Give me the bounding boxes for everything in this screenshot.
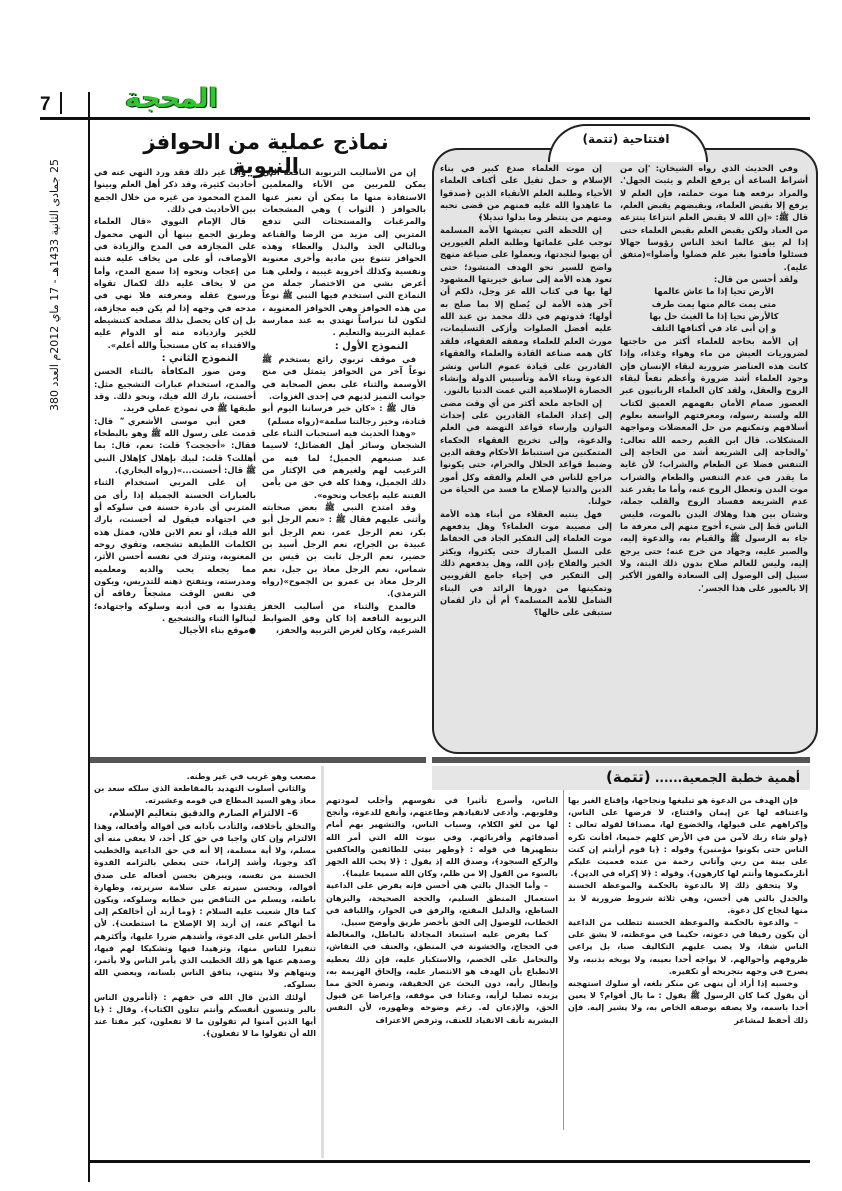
footer-rule (90, 1160, 810, 1163)
editorial-column-right (620, 162, 808, 594)
section-divider (432, 757, 810, 763)
page-number-divider (60, 92, 62, 114)
source-credit: ● موقع بناء الأجيال (94, 624, 256, 636)
paragraph: وأما غير ذلك فقد ورد النهي عنه في أحاديث كثيرة، وقد ذكر أهل العلم وبينوا المدح المحمود من غيره من خلال الجمع بين الأحاديث في ذلك. (94, 167, 256, 215)
paragraph: وحسبه إذا أراد أن ينهى عن منكر بلغه، أو سلوك استهجنه أن يقول كما كان الرسول ﷺ يقول : ما بال أقوام؟ لا يعين أحدا باسمه، ولا يصفه بوصفه الخاص به، ولا يشير إليه. فإن ذلك أحفظ لمشاعر (568, 978, 808, 1025)
editorial-column-left (440, 162, 612, 619)
paragraph: قال الإمام النووي «قال العلماء وطريق الجمع بينها أن النهي محمول على المجازفة في المدح والزيادة في الأوصاف، أو على من يخاف عليه فتنة من إعجاب ونحوه إذا سمع المدح، وأما من لا يخاف عليه ذلك لكمال تقواه ورسوخ عقله ومعرفته فلا نهي في مدحه في وجهه إذا لم يكن فيه مجازفة، بل إن كان يحصل بذلك مصلحة كتنشيطه للخير وازدياده منه أو الدوام عليه والاقتداء به كان مستحباً والله أعلم». (94, 216, 256, 350)
paragraph: وقد امتدح النبي ﷺ بعض صحابته وأثنى عليهم فقال ﷺ : «نعم الرجل أبو بكر، نعم الرجل عمر، نعم الرجل أبو عبيدة بن الجراح، نعم الرجل أسيد بن حضير، نعم الرجل ثابت بن قيس بن شماس، نعم الرجل معاذ بن جبل، نعم الرجل معاذ بن عمرو بن الجموح»(رواه الترمذي). (262, 501, 426, 599)
header-rule (40, 117, 810, 120)
paragraph: والتخلق بأخلاقه، والتأدب بآدابه في أقواله وأفعاله، وهذا الالتزام وإن كان واجبا في حق كل أحد، لا يعفى منه أي مسلم، ولا أية مسلمة، إلا أنه في حق الداعية والخطيب آكد وجوبا، وأشد إلزاما، حتى يعطي بالتزامه القدوة الحسنة من نفسه، ويبرهن بحسن أفعاله على صدق أقواله، وبحسن سيرته على سلامة سريرته، وطهارة باطنه، ويسلم من التناقض بين خطابه وسلوكه، ويكون كما قال شعيب عليه السلام : ﴿وما أريد أن أخالفكم إلى ما أنهاكم عنه، إن أريد إلا الإصلاح ما استطعت﴾. لأن أخطر الناس على الدعوة، وأشدهم ضررا عليها، وأكثرهم تنفيرا للناس منها، وتزهيدا فيها وتشكيكا لهم فيها، وصدهم عنها هو ذلك الخطيب الذي يأمر الناس ولا يأتمر، وينهاهم ولا ينتهي، ينافق الناس بلسانه، ويعصي الله بسلوكه. (94, 820, 316, 990)
paragraph: فإن الهدف من الدعوة هو تبليغها ونجاحها، وإقناع الغير بها واعتناقه لها عن إيمان واقتناع، لا فرضها على الناس، وإكراههم على قبولها، والخضوع لها، مصداقا لقوله تعالى :﴿ولو شاء ربك لآمن من في الأرض كلهم جميعا، أفأنت تكره الناس حتى يكونوا مؤمنين﴾ وقوله : ﴿يا قوم أرأيتم إن كنت على بينة من ربي وآتاني رحمة من عنده فعميت عليكم أنلزمكموها وأنتم لها كارهون﴾. وقوله : ﴿لا إكراه في الدين﴾. (568, 795, 808, 879)
margin-rule (88, 92, 90, 1182)
paragraph: فهل ينتبه العقلاء من أبناء هذه الأمة إلى مصيبة موت العلماء؟ وهل يدفعهم موت العلماء إلى التفكير الجاد في الحفاظ على النسل المبارك حتى يكثروا، ويكثر الخير والفلاح بإذن الله، وهل يدفعهم ذلك إلى التفكير في إحياء جامع القرويين وتمكينها من دورها الرائد في البناء الشامل للأمة المسلمة؟ أم أن دار لقمان ستبقى على حالها؟ (440, 508, 612, 618)
column-divider (321, 766, 324, 1158)
article2-title (440, 768, 800, 786)
paragraph: والثاني أسلوب التهديد بالمقاطعة الذي سلكه سعد بن معاذ وهو السيد المطاع في قومه وعشيرته. (94, 783, 316, 806)
article2-column-3-4 (94, 770, 316, 1158)
article2-title-continued: (تتمة) (606, 768, 651, 786)
article2-column-1 (568, 794, 808, 1026)
verse-line: الأرض تحيا إذا ما عاش عالمها (654, 286, 774, 297)
page-number: 7 (40, 94, 51, 115)
subheading-model-2: النموذج الثاني : (161, 353, 238, 365)
subheading-model-1: النموذج الأول : (334, 340, 408, 352)
paragraph: ولا يتحقق ذلك إلا بالدعوة بالحكمة والموعظة الحسنة والجدل بالتي هي أحسن، وهي ثلاثة شروط ضرورية لا بد منها لنجاح كل دعوة. (568, 880, 808, 915)
paragraph: إن موت العلماء صدع كبير في بناء الإسلام و حمل ثقيل على أكتاف العلماء الأحياء وطلبة العلم الأتقياء الذين ﴿صدقوا ما عاهدوا الله عليه فمنهم من قضى نحبه ومنهم من ينتظر وما بدلوا تبديلا﴾ (440, 163, 612, 223)
verse-line: و إن أبى عاد في أكنافها التلف (651, 323, 777, 334)
verse-line: كالأرض تحيا إذا ما الغيث حل بها (649, 311, 779, 322)
paragraph: ولقد أحسن من قال: (713, 274, 798, 285)
dateline (48, 135, 64, 435)
paragraph: فعن أبي موسى الأشعري ؓ قال: قدمت على رسول الله ﷺ وهو بالبطحاء فقال: «أحججت؟ قلت: نعم، قال: بما أهللت؟ قلت: لبيك بإهلال كإهلال النبي ﷺ قال: أحسنت...»(رواه البخاري). (94, 415, 256, 475)
section-divider (90, 757, 426, 763)
paragraph: إن على المربي استخدام الثناء بالعبارات الحسنة الجميلة إذا رأى من المتربي أي بادرة حسنة في سلوكه أو في اجتهاده فيقول له أحسنت، بارك الله فيك، أو نعم الابن فلان، فمثل هذه الكلمات اللطيفة تشجعه، وتقوي روحه المعنوية، وتترك في نفسه أحسن الأثر، مما يجعله يحب والديه ومعلميه ومدرسته، ويتفتح ذهنه للتدريس، ويكون في نفس الوقت مشجعاً رفاقه أن يقتدوا به في أدبه وسلوكه واجتهاده؛ لينالوا الثناء والتشجيع . (94, 477, 256, 624)
paragraph: في موقف تربوي رائع يستخدم ﷺ نوعاً آخر من الحوافز يتمثل في منح الأوسمة والثناء على بعض الصحابة في جوانب التميز لديهم في إحدى الغزوات. (262, 353, 426, 401)
paragraph: مصعب وهو غريب في غير وطنه. (186, 771, 316, 781)
paragraph: ومن صور المكافأة بالثناء الحسن والمدح، استخدام عبارات التشجيع مثل: أحسنت، بارك الله فيك، ونحو ذلك. وقد طبقها ﷺ في نموذج عملي فريد. (94, 366, 256, 414)
article2-title-text: أهمية خطبة الجمعية...... (654, 771, 800, 785)
article2-column-2 (326, 794, 558, 1026)
paragraph: أولئك الذين قال الله في حقهم : ﴿أتأمرون الناس بالبر وتنسون أنفسكم وأنتم تتلون الكتاب﴾. وقال : ﴿يا أيها الذين آمنوا لم تقولون ما لا تفعلون، كبر مقتا عند الله أن تقولوا ما لا تفعلون﴾. (94, 991, 316, 1039)
paragraph: كما يفرض عليه استبعاد المجادلة بالباطل، والمغالطة في الحجاج، والخشونة في المنطق، والعنف في النقاش، والتحامل على الخصم، والاستكبار عليه، فإن ذلك يعطيه الانطباع بأن الهدف هو الانتصار عليه، وإلحاق الهزيمة به، وإبطال رأيه، دون البحث عن الحقيقة، ونصرة الحق مما يزيده تصلبا لرأيه، وعنادا في موقفه، وإعراضا عن قبول الحق، والإذعان له. رغم وضوحه وظهوره، لأن النفس البشرية تأنف الانقياد للعنف، وترفض الاعتراف (326, 929, 558, 1025)
article1-column-left (94, 166, 256, 637)
paragraph: فالمدح والثناء من أساليب الحفز التربوية النافعة إذا كان وفق الضوابط الشرعية، وكان لغرض التربية والحفز، (262, 600, 426, 636)
paragraph: «وهذا الحديث فيه استحباب الثناء على الشجعان وسائر أهل الفضائل؛ لاسيما عند صنيعهم الجميل؛ لما فيه من الترغيب لهم ولغيرهم في الإكثار من ذلك الجميل، وهذا كله في حق من يأمن الفتنة عليه بإعجاب ونحوه». (262, 427, 426, 500)
paragraph: – والدعوة بالحكمة والموعظة الحسنة تتطلب من الداعية أن يكون رفيقا في دعوته، حكيما في موعظته، لا يشق على الناس شقا، ولا يصب عليهم التكاليف صبا، بل يراعي ظروفهم وأحوالهم. لا يواجه أحدا بعيبه، ولا يوبخه بذنبه، ولا يصرح في وجهه بتجريحه أو تكفيره. (568, 917, 808, 976)
paragraph: الناس، وأسرع تأثيرا في نفوسهم وأجلب لمودتهم وقلوبهم. وأدعى لانقيادهم وطاعتهم، وأنفع للدعوة، وأنجح لها من لغو الكلام، وسباب الناس، والتشهير بهم أمام أصدقائهم وأقربائهم. وفي بيوت الله التي أمر الله بتطهيرها في قوله : ﴿وطهر بيتي للطائفين والعاكفين والركع السجود﴾، وصدق الله إذ يقول : ﴿لا يحب الله الجهر بالسوء من القول إلا من ظلم، وكان الله سميعا عليما﴾. (326, 795, 558, 879)
paragraph: – وأما الجدال بالتي هي أحسن فإنه يفرض على الداعية استعمال المنطق السليم، والحجة الصحيحة، والبرهان الساطع، والدليل المقنع، والرفق في الحوار، واللباقة في الخطاب، للوصول إلى الحق بأخصر طريق وأوضح سبيل. (326, 880, 558, 928)
column-divider (563, 790, 564, 1130)
article-title: نماذج عملية من الحوافز النبوية (143, 130, 389, 178)
subheading-commitment: 6– الالتزام الصارم والدقيق بتعاليم الإسلام، (108, 808, 298, 819)
verse-line: متى يمت عالم منها يمت طرف (651, 298, 777, 309)
dateline-text: 25 جمادى الثانية 1433هـ - 17 ماي 2012م العدد 380 (48, 159, 61, 411)
masthead-logo: المحجة (125, 83, 218, 114)
paragraph: إن من الأساليب التربوية النافعة التي يمكن للمربين من الآباء والمعلمين الاستفادة منها ما يمكن أن نعبر عنها بالحوافز ( الثواب ) وهي المشجعات والمرغبات والمستحثات التي تدفع المتربي إلى مزيد من الرضا والقناعة وبالتالي الجد والبذل والعطاء وهذه الحوافز تتنوع بين مادية وأخرى معنوية ونفسية وكذلك أخروية غيبية ، ولعلي هنا أعرض بشي من الاختصار جملة من النماذج التي استخدم فيها النبي ﷺ نوعاً من هذه الحوافز وهي الحوافز المعنوية ، لتكون لنا نبراساً نهتدي به عند ممارسة عملية التربية والتعليم . (262, 167, 426, 338)
paragraph: إن اللحظة التي تعيشها الأمة المسلمة توجب على علمائها وطلبة العلم الغيورين أن يهبوا لنجدتها، ويعملوا على صياغة منهج واضح للسير نحو الهدف المنشود؛ حتى تعود هذه الأمة إلى سابق خيريتها المشهود لها بها في كتاب الله عز وجل، ذلكم أن آخر هذه الأمة لن يُصلح إلا بما صلح به أولها؛ قدوتهم في ذلك محمد بن عبد الله عليه أفضل الصلوات وأزكى التسليمات، مورث العلم للعلماء ومفقه الفقهاء، فلقد كان همه صناعة القادة والعلماء والفقهاء القادرين على قيادة عموم الناس ونشر الدعوة وبناء الأمة وتأسيس الدولة وإنشاء الحضارة الإسلامية التي عمت الدنيا بالنور. (439, 224, 612, 396)
paragraph: قال ﷺ : «كان خير فرساننا اليوم أبو قتادة، وخير رجالتنا سلمة»(رواه مسلم) (262, 403, 426, 426)
paragraph: وفي الحديث الذي رواه الشيخان: 'إن من أشراط الساعة أن يرفع العلم و يثبت الجهل'. والمراد برفعه هنا موت حملته، فإن العلم لا يرفع إلا بقبض العلماء، وبقبضهم يقبض العلم، قال ﷺ: «إن الله لا يقبض العلم انتزاعا ينتزعه من العباد ولكن يقبض العلم بقبض العلماء حتى إذا لم يبق عالما اتخذ الناس رؤوسا جهالا فسئلوا فأفتوا بغير علم فضلوا وأضلوا»(متفق عليه). (620, 163, 808, 272)
paragraph: إن الأمة بحاجة للعلماء أكثر من حاجتها لضروريات العيش من ماء وهواء وغذاء، وإذا كانت هذه العناصر ضرورية لبقاء الإنسان فإن وجود العلماء أشد ضرورة وأعظم نفعاً لبقاء الروح والعقل، ولقد كان العلماء الربانيون عبر العصور صمام الأمان بفهمهم العميق لكتاب الله ولسنة رسوله، ومعرفتهم الواسعة بعلوم أسلافهم وتمكنهم من حل المعضلات ومواجهة المشكلات. قال ابن القيم رحمه الله تعالى: 'والحاجة إلى الشريعة أشد من الحاجة إلى التنفس فضلا عن الطعام والشراب؛ لأن غاية ما يقدر في عدم التنفس والطعام والشراب موت البدن وتعطل الروح عنه، وأما ما يقدر عند عدم الشريعة ففساد الروح والقلب جملة، وشتان بين هذا وهلاك البدن بالموت، فليس الناس قط إلى شيء أحوج منهم إلى معرفة ما جاء به الرسول ﷺ والقيام به، والدعوة إليه، والصبر عليه، وجهاد من خرج عنه؛ حتى يرجع إليه، وليس للعالم صلاح بدون ذلك البتة، ولا سبيل إلى الوصول إلى السعادة والفوز الأكبر إلا بالعبور على هذا الجسر'. (620, 335, 808, 593)
editorial-title: افتتاحية (تتمة) (582, 132, 670, 146)
paragraph: إن الحاجة ملحة أكثر من أي وقت مضى إلى إعداد العلماء القادرين على إحداث التوازن وإرساء قواعد النهضة في العلم والدعوة، وإلى تخريج الفقهاء الحكماء المتمكنين من استنباط الأحكام وفقه الدين وضبط قواعد الحلال والحرام، حتى يكونوا مراجع للناس في العلم والفقه وكل أمور الدين والدنيا لإصلاح ما فسد من الحياة من حولنا. (440, 397, 612, 507)
article1-column-right (262, 166, 426, 637)
